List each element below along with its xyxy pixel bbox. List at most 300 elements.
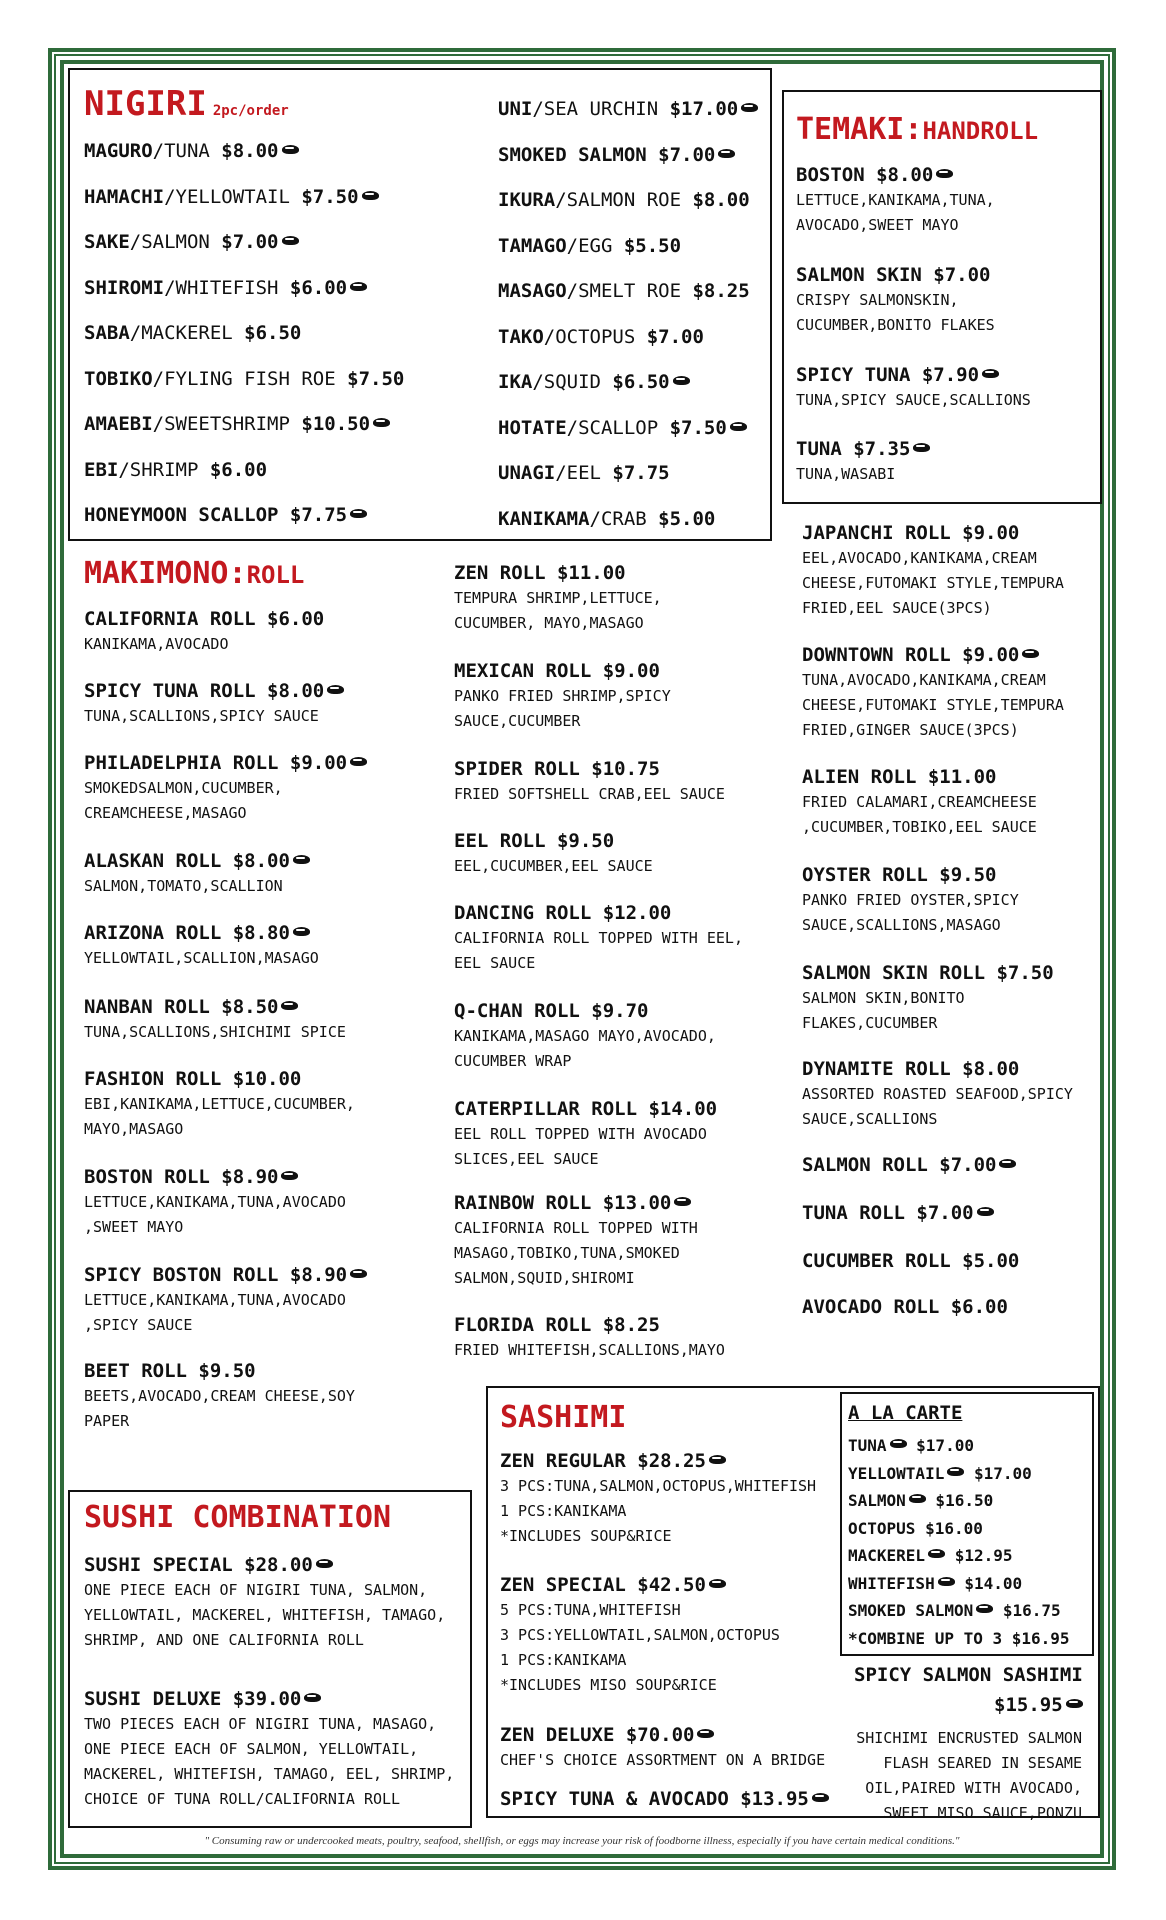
nigiri-item-line [498,280,750,302]
menu-item-line [84,996,346,1018]
fish-icon [362,191,379,200]
description-line: CHEF'S CHOICE ASSORTMENT ON A BRIDGE [500,1751,826,1769]
alacarte-item-line [848,1519,983,1538]
fish-icon [350,1269,367,1278]
description-line: FLASH SEARED IN SESAME [883,1754,1082,1772]
menu-item-price: $5.00 [950,1250,1020,1272]
alacarte-item-price: $14.00 [954,1573,1023,1593]
nigiri-item-english: YELLOWTAIL [175,185,290,208]
menu-item-description [500,1474,816,1549]
menu-item-price: $10.00 [221,1068,302,1090]
description-line: YELLOWTAIL,SCALLION,MASAGO [84,949,319,967]
menu-item-description [454,1024,716,1074]
nigiri-item-slash: / [152,367,165,390]
menu-item [454,830,653,879]
description-line: PAPER [84,1412,130,1430]
alacarte-item-name: OCTOPUS [848,1518,916,1538]
nigiri-item-slash: / [532,98,544,120]
menu-item [454,660,671,734]
menu-item-description [84,704,344,729]
nigiri-item-price: $7.00 [635,325,704,348]
menu-item-price: $8.90 [278,1264,348,1286]
menu-item-name: SPICY TUNA [796,364,911,386]
nigiri-item-english: OCTOPUS [555,325,636,348]
nigiri-item-slash: / [129,322,142,344]
menu-item [84,850,310,899]
menu-item-description [454,782,725,807]
description-line: 1 PCS:KANIKAMA [500,1651,627,1669]
description-line: CHEESE,FUTOMAKI STYLE,TEMPURA [802,696,1064,714]
menu-item-name: CALIFORNIA ROLL [84,608,256,630]
menu-item-line [454,830,653,852]
nigiri-item-price: $6.50 [232,322,302,344]
menu-item [84,752,367,826]
nigiri-item-line [498,371,690,393]
fish-icon [350,509,367,518]
menu-item-line [802,644,1064,666]
menu-item-price: $8.00 [864,164,934,186]
menu-item-line [796,264,995,286]
menu-item-description [84,776,367,826]
nigiri-item [498,326,704,348]
alacarte-item-price: $17.00 [964,1463,1032,1483]
alacarte-title: A LA CARTE [848,1402,963,1424]
menu-item-line [454,1314,725,1336]
fish-icon [928,1549,945,1558]
menu-item-description [796,188,995,238]
menu-item-name: EEL ROLL [454,830,546,852]
menu-item [802,1250,1019,1272]
menu-item-price: $7.00 [921,264,991,286]
menu-item [802,1058,1073,1132]
menu-item-name: BOSTON [796,164,865,186]
menu-item-line [802,1250,1019,1272]
alacarte-item-price: $16.00 [915,1518,983,1538]
nigiri-item [84,277,367,299]
description-line: SHICHIMI ENCRUSTED SALMON [856,1729,1082,1747]
menu-item [84,608,324,657]
menu-item-line [500,1450,816,1472]
nigiri-item-english: EGG [578,234,613,257]
menu-item-name: NANBAN ROLL [84,996,210,1018]
nigiri-item-slash: / [152,413,165,435]
alacarte-item-line [848,1601,1061,1620]
nigiri-item-name: SHIROMI [84,276,165,299]
menu-item-name: DYNAMITE ROLL [802,1058,951,1080]
menu-item-description [796,288,995,338]
menu-item [84,1554,445,1653]
nigiri-item-line [84,322,301,344]
menu-item [802,864,1019,938]
description-line: ONE PIECE EACH OF NIGIRI TUNA, SALMON, [84,1581,428,1599]
menu-item-line [802,1058,1073,1080]
menu-item-name: JAPANCHI ROLL [802,522,951,544]
nigiri-item-english: SCALLOP [578,416,659,439]
nigiri-item-name: UNAGI [498,462,556,484]
description-line: TUNA,SCALLIONS,SPICY SAUCE [84,707,319,725]
menu-item-description [454,926,743,976]
fish-icon [999,1159,1016,1168]
menu-item [84,1360,355,1434]
fish-icon [938,1577,955,1586]
nigiri-item-price: $6.00 [198,458,268,481]
fish-icon [977,1207,994,1216]
menu-item [454,1098,717,1172]
description-line: 5 PCS:TUNA,WHITEFISH [500,1601,681,1619]
nigiri-item [498,235,681,257]
menu-item-description [454,586,662,636]
nigiri-item-slash: / [118,458,130,481]
menu-item [454,1000,716,1074]
description-line: CREAMCHEESE,MASAGO [84,804,247,822]
nigiri-item-price: $7.00 [646,143,716,166]
menu-item-price: $39.00 [221,1688,302,1710]
fish-icon [913,443,930,452]
nigiri-item-slash: / [566,416,579,439]
menu-item-description [84,632,324,657]
menu-item-name: FASHION ROLL [84,1068,222,1090]
description-line: 1 PCS:KANIKAMA [500,1502,627,1520]
fish-icon [350,757,367,766]
menu-item [802,522,1064,621]
menu-item-price: $9.00 [278,752,348,774]
spicy-salmon-price: $15.95 [994,1694,1063,1716]
description-line: CHOICE OF TUNA ROLL/CALIFORNIA ROLL [84,1790,401,1808]
temaki-subtitle: HANDROLL [922,117,1039,145]
menu-item-description [796,388,1031,413]
menu-item-name: SPICY TUNA ROLL [84,680,256,702]
nigiri-item-slash: / [152,140,165,162]
nigiri-item-line [84,186,379,208]
fish-icon [293,855,310,864]
alacarte-item [848,1629,1070,1648]
menu-item [454,1192,698,1291]
menu-item [796,364,1031,413]
nigiri-item-line [498,98,758,120]
menu-item-description [802,668,1064,743]
nigiri-item-price: $8.00 [681,189,750,211]
nigiri-item-english: SALMON ROE [566,189,682,211]
alacarte-item-name: SMOKED SALMON [848,1601,974,1620]
menu-item-name: CUCUMBER ROLL [802,1250,951,1272]
fish-icon [730,422,747,431]
description-line: YELLOWTAIL, MACKEREL, WHITEFISH, TAMAGO, [84,1606,446,1624]
alacarte-item [848,1464,1032,1483]
menu-item-price: $12.00 [591,902,672,924]
nigiri-item-english: SHRIMP [129,458,199,481]
nigiri-item-english: WHITEFISH [175,276,279,299]
menu-item-line [796,364,1031,386]
nigiri-item-slash: / [589,507,601,530]
fish-icon [316,1559,333,1568]
menu-item-description [802,986,1054,1036]
menu-item-name: ALIEN ROLL [802,766,917,788]
menu-item-price: $11.00 [916,766,997,788]
description-line: SWEET MISO SAUCE,PONZU [883,1804,1082,1822]
description-line: ,CUCUMBER,TOBIKO,EEL SAUCE [802,818,1037,836]
menu-item [84,922,319,971]
menu-item-price: $7.90 [910,364,980,386]
description-line: TUNA,SCALLIONS,SHICHIMI SPICE [84,1023,346,1041]
nigiri-item-line [84,413,390,435]
menu-item-price: $8.00 [950,1058,1020,1080]
menu-item-price: $7.50 [985,962,1054,984]
nigiri-item-english: SEA URCHIN [543,98,659,120]
description-line: ONE PIECE EACH OF SALMON, YELLOWTAIL, [84,1740,419,1758]
description-line: TUNA,WASABI [796,465,896,483]
description-line: EEL ROLL TOPPED WITH AVOCADO [454,1125,707,1143]
nigiri-item-english: SQUID [543,371,601,393]
menu-item-price: $11.00 [545,562,626,584]
description-line: FRIED WHITEFISH,SCALLIONS,MAYO [454,1341,725,1359]
description-line: ,SWEET MAYO [84,1218,184,1236]
menu-item-price: $9.00 [950,522,1020,544]
temaki-title-row [796,112,1038,147]
menu-item-price: $9.00 [591,660,660,682]
description-line: CRISPY SALMONSKIN, [796,291,959,309]
description-line: FRIED CALAMARI,CREAMCHEESE [802,793,1037,811]
nigiri-item [498,462,670,484]
description-line: MACKEREL, WHITEFISH, TAMAGO, EEL, SHRIMP, [84,1765,455,1783]
spicy-salmon-description [842,1726,1082,1826]
nigiri-item-price: $8.25 [681,280,750,302]
menu-item [454,562,662,636]
menu-item-name: ZEN REGULAR [500,1450,626,1472]
description-line: EEL SAUCE [454,954,536,972]
nigiri-item-name: SMOKED SALMON [498,143,647,166]
description-line: LETTUCE,KANIKAMA,TUNA, [796,191,995,209]
nigiri-item-slash: / [532,371,544,393]
menu-item-line [84,752,367,774]
alacarte-item [848,1436,974,1455]
alacarte-item [848,1491,993,1510]
nigiri-item [84,459,267,481]
fish-icon [281,1001,298,1010]
menu-item [84,996,346,1045]
menu-item [84,1166,346,1240]
menu-item-price: $9.00 [950,644,1020,666]
menu-item-line [500,1724,825,1746]
menu-item-price: $13.00 [591,1192,672,1214]
nigiri-item-price: $7.75 [278,504,348,526]
description-line: ,SPICY SAUCE [84,1316,193,1334]
menu-item-price: $9.50 [186,1360,256,1382]
nigiri-item-english: EEL [566,462,601,484]
description-line: TWO PIECES EACH OF NIGIRI TUNA, MASAGO, [84,1715,437,1733]
description-line: OIL,PAIRED WITH AVOCADO, [865,1779,1082,1797]
nigiri-item-line [498,326,704,348]
nigiri-item-line [84,231,299,253]
menu-item [500,1574,780,1698]
nigiri-item-line [498,417,747,439]
alacarte-item-line [848,1546,1013,1565]
menu-item-line [84,1166,346,1188]
menu-item [796,438,930,487]
nigiri-item-price: $17.00 [658,98,739,120]
food-safety-notice: " Consuming raw or undercooked meats, poultry, seafood, shellfish, or eggs may increase your risk of foodborne illness, especially if you have certain medical conditions." [204,1835,960,1847]
fish-icon [673,376,690,385]
fish-icon [982,369,999,378]
menu-item-price: $28.00 [232,1554,313,1576]
menu-item-price: $13.95 [728,1788,809,1810]
nigiri-item-name: SAKE [84,231,130,253]
nigiri-title: NIGIRI [84,84,207,124]
menu-item-line [802,864,1019,886]
menu-item-price: $70.00 [614,1724,695,1746]
menu-item-description [802,1082,1073,1132]
menu-item-line [84,1554,445,1576]
description-line: SALMON,SQUID,SHIROMI [454,1269,635,1287]
description-line: SMOKEDSALMON,CUCUMBER, [84,779,283,797]
menu-item-price: $8.80 [221,922,290,944]
nigiri-item-price: $5.50 [612,234,682,257]
description-line: SAUCE,SCALLIONS,MASAGO [802,916,1001,934]
alacarte-item [848,1574,1022,1593]
alacarte-item-name: MACKEREL [848,1546,926,1565]
nigiri-item-slash: / [566,280,579,302]
nigiri-item-line [498,462,670,484]
nigiri-item-price: $8.00 [209,140,279,162]
nigiri-item-slash: / [543,325,556,348]
description-line: ASSORTED ROASTED SEAFOOD,SPICY [802,1085,1073,1103]
menu-item-name: ZEN SPECIAL [500,1574,626,1596]
menu-item-price: $8.50 [209,996,279,1018]
alacarte-item [848,1601,1061,1620]
fish-icon [293,927,310,936]
nigiri-item-line [498,189,750,211]
fish-icon [909,1494,926,1503]
fish-icon [709,1455,726,1464]
menu-item-price: $7.00 [927,1154,997,1176]
alacarte-item-name: SALMON [848,1491,906,1510]
nigiri-item-line [84,140,299,162]
description-line: EEL,CUCUMBER,EEL SAUCE [454,857,653,875]
description-line: MAYO,MASAGO [84,1120,184,1138]
nigiri-item-line [84,504,367,526]
nigiri-item-english: SWEETSHRIMP [164,413,290,435]
menu-item-name: AVOCADO ROLL [802,1296,940,1318]
menu-item-line [84,1264,367,1286]
nigiri-item [84,322,301,344]
menu-item-description [84,1384,355,1434]
menu-item-name: BOSTON ROLL [84,1166,210,1188]
nigiri-note: 2pc/order [212,103,289,119]
makimono-title: MAKIMONO: [84,556,247,591]
menu-item-line [454,562,662,584]
description-line: PANKO FRIED SHRIMP,SPICY [454,687,671,705]
menu-item-name: ARIZONA ROLL [84,922,222,944]
temaki-title: TEMAKI: [796,112,923,147]
menu-item-description [802,546,1064,621]
nigiri-item-line [84,277,367,299]
menu-item-line [84,922,319,944]
description-line: CHEESE,FUTOMAKI STYLE,TEMPURA [802,574,1064,592]
alacarte-item-line [848,1574,1022,1593]
description-line: KANIKAMA,AVOCADO [84,635,229,653]
nigiri-item-name: AMAEBI [84,413,153,435]
alacarte-item-price: $17.00 [906,1436,974,1455]
menu-item-price: $6.00 [939,1296,1008,1318]
description-line: CUCUMBER,BONITO FLAKES [796,316,995,334]
menu-item-price: $7.35 [841,438,911,460]
fish-icon [812,1793,829,1802]
nigiri-item [84,231,299,253]
description-line: PANKO FRIED OYSTER,SPICY [802,891,1019,909]
menu-item-line [802,766,1037,788]
menu-item-price: $8.00 [255,680,325,702]
nigiri-item [498,371,690,393]
menu-item-name: DOWNTOWN ROLL [802,644,951,666]
description-line: 3 PCS:TUNA,SALMON,OCTOPUS,WHITEFISH [500,1477,817,1495]
nigiri-item-price: $5.00 [646,507,716,530]
fish-icon [709,1579,726,1588]
description-line: FLAKES,CUCUMBER [802,1014,938,1032]
menu-item-description [454,854,653,879]
nigiri-item-slash: / [555,462,567,484]
menu-item-price: $7.00 [904,1202,974,1224]
description-line: SAUCE,CUCUMBER [454,712,581,730]
menu-item [454,758,725,807]
menu-item [454,1314,725,1363]
alacarte-item-name: YELLOWTAIL [848,1463,945,1483]
description-line: 3 PCS:YELLOWTAIL,SALMON,OCTOPUS [500,1626,780,1644]
description-line: *INCLUDES MISO SOUP&RICE [500,1676,717,1694]
menu-item-line [802,1296,1008,1318]
description-line: CALIFORNIA ROLL TOPPED WITH [454,1219,698,1237]
menu-item-name: SPICY BOSTON ROLL [84,1264,279,1286]
menu-item-description [84,1578,445,1653]
fish-icon [281,1171,298,1180]
alacarte-item-price: $16.75 [993,1601,1061,1620]
fish-icon [304,1693,321,1702]
nigiri-item-slash: / [555,189,567,211]
menu-item-name: ALASKAN ROLL [84,850,222,872]
spicy-salmon-name: SPICY SALMON SASHIMI [854,1664,1083,1686]
menu-item-price: $9.50 [927,864,997,886]
menu-item [84,1688,454,1812]
menu-item-line [796,438,930,460]
menu-item-name: SUSHI DELUXE [84,1688,222,1710]
menu-item [84,1068,355,1142]
nigiri-item-english: MACKEREL [141,322,233,344]
menu-item-description [84,1712,454,1812]
description-line: KANIKAMA,MASAGO MAYO,AVOCADO, [454,1027,716,1045]
menu-item-price: $9.70 [579,1000,649,1022]
alacarte-item-price: $16.50 [925,1491,994,1510]
nigiri-item-line [498,508,715,530]
description-line: *INCLUDES SOUP&RICE [500,1527,672,1545]
menu-item-name: TUNA [796,438,842,460]
spicy-salmon-price-line [994,1694,1083,1716]
alacarte-item [848,1546,1013,1565]
menu-item-name: DANCING ROLL [454,902,592,924]
menu-item-line [84,680,344,702]
nigiri-item-name: KANIKAMA [498,507,590,530]
description-line: TEMPURA SHRIMP,LETTUCE, [454,589,662,607]
description-line: FRIED SOFTSHELL CRAB,EEL SAUCE [454,785,725,803]
menu-item-line [84,608,324,630]
description-line: SALMON SKIN,BONITO [802,989,965,1007]
menu-item-line [802,522,1064,544]
nigiri-item [84,368,404,390]
menu-item-name: SPICY TUNA & AVOCADO [500,1788,729,1810]
alacarte-item-price: $12.95 [945,1546,1013,1565]
menu-item-line [454,902,743,924]
alacarte-item-name: *COMBINE UP TO 3 [848,1628,1003,1648]
menu-item-name: SALMON SKIN ROLL [802,962,986,984]
menu-item-name: SUSHI SPECIAL [84,1554,233,1576]
menu-item [500,1450,816,1549]
